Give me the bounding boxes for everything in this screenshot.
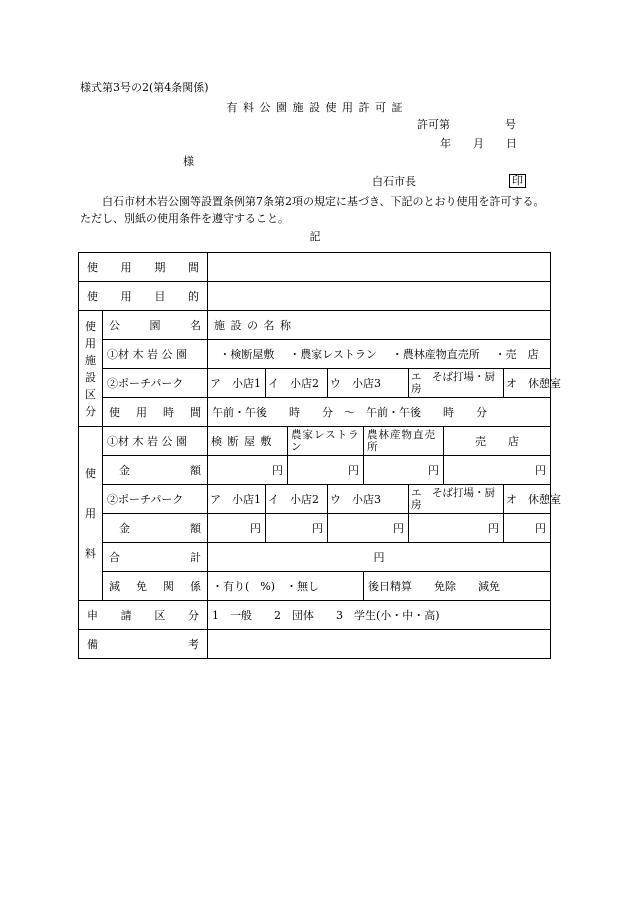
- fee-park1-label: ①材 木 岩 公 園: [103, 427, 208, 456]
- park-header: 公 園 名: [103, 311, 208, 340]
- park1-label: ①材 木 岩 公 園: [103, 340, 208, 369]
- amount-cell[interactable]: 円: [288, 456, 364, 485]
- amount-cell[interactable]: 円: [504, 514, 551, 543]
- remarks-label: 備 考: [79, 630, 208, 659]
- facility-option[interactable]: イ 小店2: [266, 369, 328, 398]
- permit-table: [78, 252, 561, 659]
- amount-label: 金 額: [103, 514, 208, 543]
- applicant-class-label: 申 請 区 分: [79, 601, 208, 630]
- amount-cell[interactable]: 円: [208, 456, 288, 485]
- facility-option[interactable]: ア 小店1: [208, 369, 266, 398]
- fee-facility-header: 農林産物直売所: [364, 427, 444, 456]
- fee-park2-label: ②ポーチパーク: [103, 485, 208, 514]
- facility-option[interactable]: ・検断屋敷: [219, 348, 275, 361]
- usage-time-label: 使 用 時 間: [103, 398, 208, 427]
- ki-heading: 記: [309, 230, 321, 243]
- document-title: 有 料 公 園 施 設 使 用 許 可 証: [226, 101, 404, 114]
- fee-section-label: 使用料: [79, 427, 103, 601]
- facility-option[interactable]: ・農家レストラン: [289, 348, 377, 361]
- addressee-suffix: 様: [183, 155, 194, 168]
- purpose-value[interactable]: [208, 282, 551, 311]
- fee-facility-header: 検 断 屋 敷: [208, 427, 288, 456]
- facility-option[interactable]: ウ 小店3: [328, 369, 409, 398]
- amount-cell[interactable]: 円: [364, 456, 444, 485]
- fee-facility-header: ウ 小店3: [328, 485, 409, 514]
- amount-cell[interactable]: 円: [266, 514, 328, 543]
- facility-option[interactable]: ・売 店: [494, 348, 539, 361]
- fee-facility-header: 売 店: [444, 427, 551, 456]
- applicant-class-value[interactable]: 1 一般 2 団体 3 学生(小・中・高): [208, 601, 551, 630]
- fee-facility-header: ア 小店1: [208, 485, 266, 514]
- amount-cell[interactable]: 円: [208, 514, 266, 543]
- reduction-value[interactable]: ・有り( %) ・無し: [208, 572, 364, 601]
- permit-number: 許可第 号: [417, 118, 516, 131]
- amount-cell[interactable]: 円: [444, 456, 551, 485]
- body-text: 白石市材木岩公園等設置条例第7条第2項の規定に基づき、下記のとおり使用を許可する。ただし、別紙の使用条件を遵守すること。: [80, 195, 545, 225]
- amount-cell[interactable]: 円: [409, 514, 504, 543]
- usage-time-value[interactable]: 午前・午後 時 分 ～ 午前・午後 時 分: [208, 398, 551, 427]
- facility-option[interactable]: オ 休憩室: [504, 369, 551, 398]
- fee-facility-header: オ 休憩室: [504, 485, 551, 514]
- issue-date: 年 月 日: [440, 137, 517, 150]
- park2-label: ②ポーチパーク: [103, 369, 208, 398]
- reduction-options[interactable]: 後日精算 免除 減免: [364, 572, 551, 601]
- fee-facility-header: イ 小店2: [266, 485, 328, 514]
- period-row: [79, 253, 551, 282]
- fee-facility-header: 農家レストラン: [288, 427, 364, 456]
- facility-name-header: 施 設 の 名 称: [208, 311, 551, 340]
- amount-cell[interactable]: 円: [328, 514, 409, 543]
- total-value[interactable]: 円: [208, 543, 551, 572]
- remarks-value[interactable]: [208, 630, 551, 659]
- fee-facility-header: エ そば打場・厨房: [409, 485, 504, 514]
- period-value[interactable]: [208, 253, 551, 282]
- seal-mark: 印: [509, 174, 526, 188]
- park1-facilities: [208, 340, 551, 369]
- period-label: 使 用 期 間: [79, 253, 208, 282]
- total-label: 合 計: [103, 543, 208, 572]
- facility-section-label: 使用施設区分: [79, 311, 103, 427]
- issuer-name: 白石市長: [372, 175, 416, 188]
- purpose-row: [79, 282, 551, 311]
- facility-option[interactable]: ・農林産物直売所: [391, 348, 480, 361]
- purpose-label: 使 用 目 的: [79, 282, 208, 311]
- form-code: 様式第3号の2(第4条関係): [80, 81, 209, 94]
- facility-option[interactable]: エ そば打場・厨房: [409, 369, 504, 398]
- amount-label: 金 額: [103, 456, 208, 485]
- reduction-label: 減 免 関 係: [103, 572, 208, 601]
